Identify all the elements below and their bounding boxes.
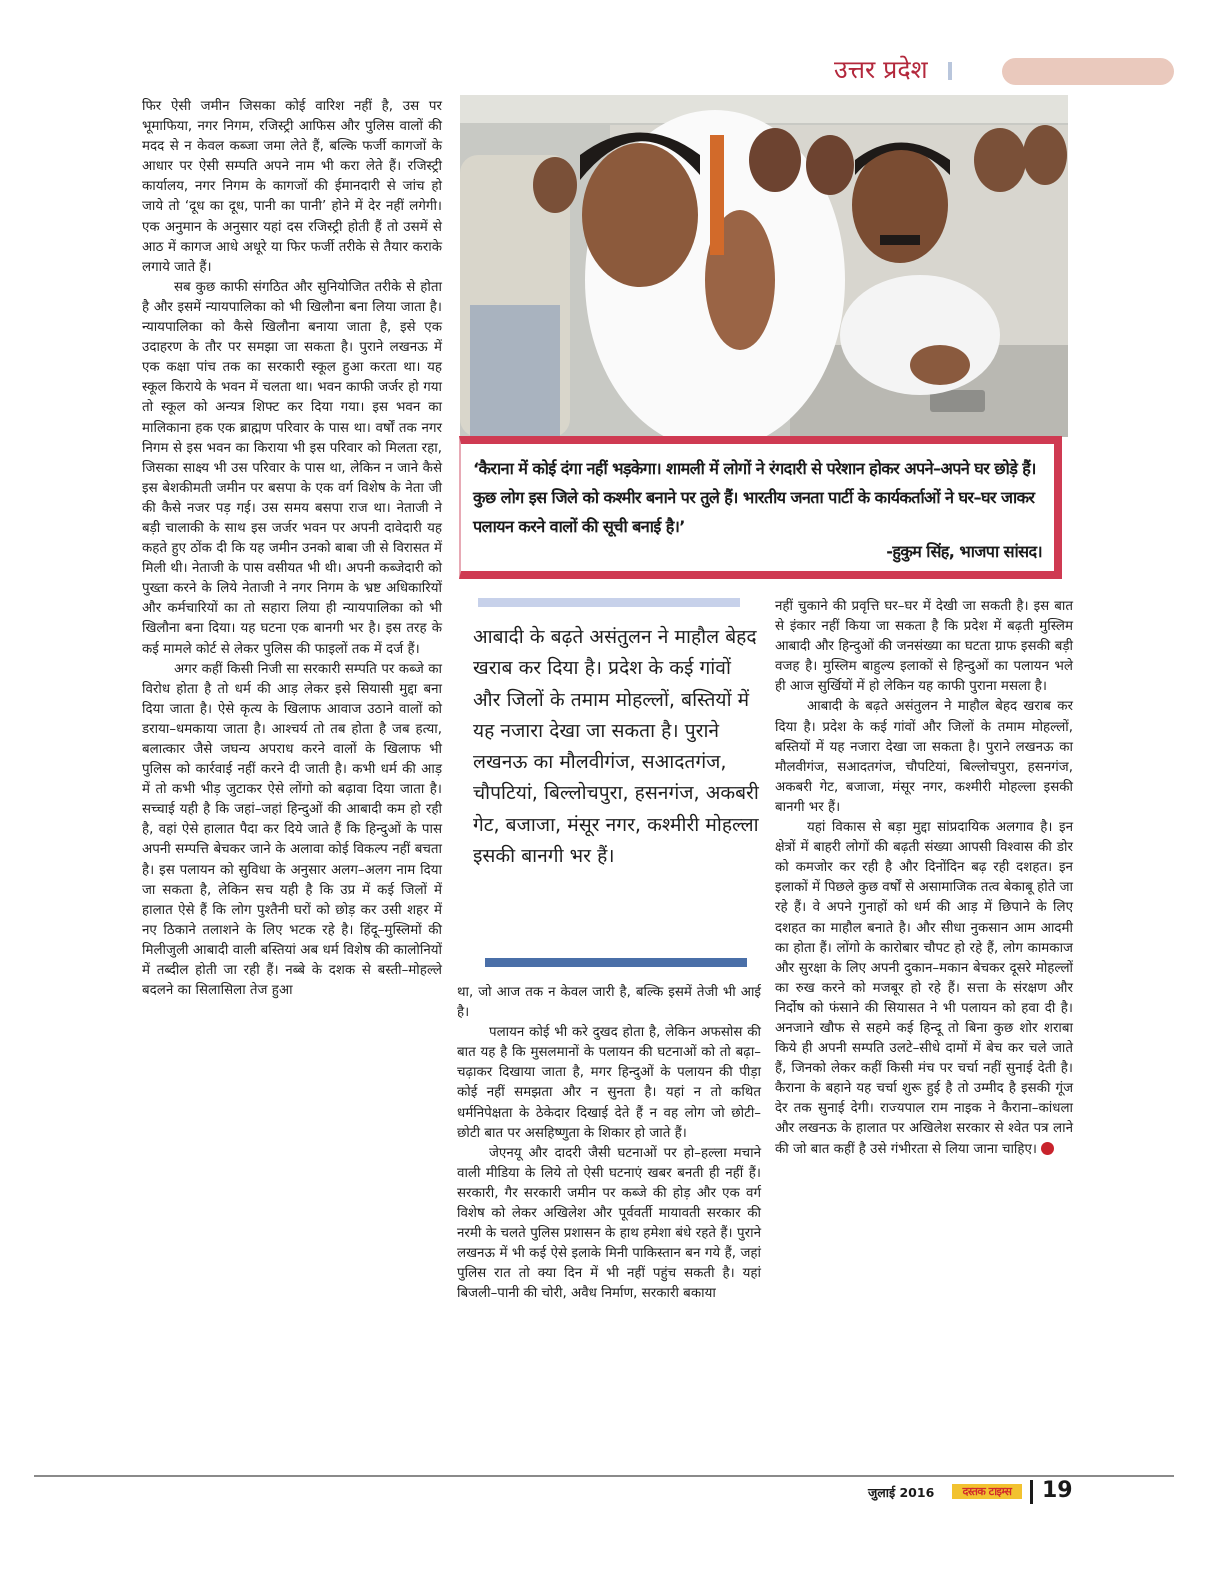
article-paragraph: था, जो आज तक न केवल जारी है, बल्कि इसमें तेजी भी आई है। bbox=[457, 985, 761, 1021]
article-photo bbox=[460, 95, 1068, 437]
footer-date: जुलाई 2016 bbox=[868, 1485, 935, 1500]
section-decorative-pill bbox=[1002, 58, 1174, 85]
article-paragraph: सब कुछ काफी संगठित और सुनियोजित तरीके से होता है और इसमें न्यायपालिका को भी खिलौना बना लिया जाता है। न्यायपालिका को कैसे खिलौना बनाया जाता है, इसे एक उदाहरण के तौर पर समझा जा सकता है। पुराने लखनऊ में एक कक्षा पांच तक का सरकारी स्कूल हुआ करता था। यह स्कूल किराये के भवन में चलता था। भवन काफी जर्जर हो गया तो स्कूल को अन्यत्र शिफ्ट कर दिया गया। इस भवन का मालिकाना हक एक ब्राह्मण परिवार के पास था। वर्षों तक नगर निगम से इस भवन का किराया भी इस परिवार को मिलता रहा, जिसका साक्ष्य भी उस परिवार के पास था, लेकिन न जाने कैसे इस बेशकीमती जमीन पर बसपा के एक वर्ग विशेष के नेता जी की कैसे नजर पड़ गई। उस समय बसपा राज था। नेताजी ने बड़ी चालाकी के साथ इस जर्जर भवन पर अपनी दावेदारी यह कहते हुए ठोंक दी कि यह जमीन उनको बाबा जी से विरासत में मिली थी। नेताजी के पास वसीयत भी थी। अपनी कब्जेदारी को पुख्ता करने के लिये नेताजी ने नगर निगम के भ्रष्ट अधिकारियों और कर्मचारियों का तो सहारा लिया ही न्यायपालिका को भी खिलौना बना दिया। यह घटना एक बानगी भर है। इस तरह के कई मामले कोर्ट से लेकर पुलिस की फाइलों तक में दर्ज हैं। bbox=[142, 279, 442, 657]
article-paragraph: अगर कहीं किसी निजी सा सरकारी सम्पति पर कब्जे का विरोध होता है तो धर्म की आड़ लेकर इसे सियासी मुद्दा बना दिया जाता है। ऐसे कृत्य के खिलाफ आवाज उठाने वालों को डराया–धमकाया जाता है। आश्चर्य तो तब होता है जब हत्या, बलात्कार जैसे जघन्य अपराध करने वालों के खिलाफ भी पुलिस को कार्रवाई नहीं करने दी जाती है। कभी धर्म की आड़ में तो कभी भीड़ जुटाकर ऐसे लोंगो को बढ़ावा दिया जाता है। सच्चाई यही है कि जहां–जहां हिन्दुओं की आबादी कम हो रही है, वहां ऐसे हालात पैदा कर दिये जाते हैं कि हिन्दुओं के पास अपनी सम्पत्ति बेचकर जाने के अलावा कोई विकल्प नहीं बचता है। इस पलायन को सुविधा के अनुसार अलग–अलग नाम दिया जा सकता है, लेकिन सच यही है कि उप्र में कई जिलों में हालात ऐसे हैं कि लोग पुश्तैनी घरों को छोड़ कर उसी शहर में नए ठिकाने तलाशने के लिए भटक रहे है। हिंदू–मुस्लिमों की मिलीजुली आबादी वाली बस्तियां अब धर्म विशेष की कालोनियों में तब्दील होती जा रही हैं। नब्बे के दशक से बस्ती–मोहल्ले बदलने का सिलासिला तेज हुआ bbox=[142, 661, 442, 999]
article-paragraph: पलायन कोई भी करे दुखद होता है, लेकिन अफसोस की बात यह है कि मुसलमानों के पलायन की घटनाओं को तो बढ़ा–चढ़ाकर दिखाया जाता है, मगर हिन्दुओं के पलायन की पीड़ा कोई नहीं समझता और न सुनता है। यहां न तो कथित धर्मनिपेक्षता के ठेकेदार दिखाई देते हैं न वह लोग जो छोटी–छोटी बात पर असहिष्णुता के शिकार हो जाते हैं। bbox=[457, 1025, 761, 1141]
page-number: 19 bbox=[1042, 1478, 1073, 1503]
pull-quote: आबादी के बढ़ते असंतुलन ने माहौल बेहद खराब कर दिया है। प्रदेश के कई गांवों और जिलों के तमाम मोहल्लों, बस्तियों में यह नजारा देखा जा सकता है। पुराने लखनऊ का मौलवीगंज, सआदतगंज, चौपटियां, बिल्लोचपुरा, हसनगंज, अकबरी गेट, बजाजा, मंसूर नगर, कश्मीरी मोहल्ला इसकी बानगी भर हैं। bbox=[473, 625, 759, 868]
photo-illustration bbox=[460, 95, 1068, 437]
footer-rule bbox=[34, 1475, 1174, 1477]
quote-box bbox=[459, 436, 1062, 579]
article-column-3 bbox=[775, 597, 1073, 1160]
article-paragraph: नहीं चुकाने की प्रवृत्ति घर–घर में देखी जा सकती है। इस बात से इंकार नहीं किया जा सकता है कि प्रदेश में बढ़ती मुस्लिम आबादी और हिन्दुओं की जनसंख्या का घटता ग्राफ इसकी बड़ी वजह है। मुस्लिम बाहुल्य इलाकों से हिन्दुओं का पलायन भले ही आज सुर्खियों में हो लेकिन यह काफी पुराना मसला है। bbox=[775, 599, 1073, 695]
quote-text: ‘कैराना में कोई दंगा नहीं भड़केगा। शामली में लोगों ने रंगदारी से परेशान होकर अपने–अपने घर छोड़े हैं। कुछ लोग इस जिले को कश्मीर बनाने पर तुले हैं। भारतीय जनता पार्टी के कार्यकर्ताओं ने घर–घर जाकर पलायन करने वालों की सूची बनाई है।’ bbox=[473, 459, 1036, 536]
footer-separator bbox=[1030, 1480, 1033, 1504]
pull-quote-top-rule bbox=[478, 598, 740, 607]
section-separator bbox=[948, 62, 952, 80]
article-paragraph: आबादी के बढ़ते असंतुलन ने माहौल बेहद खराब कर दिया है। प्रदेश के कई गांवों और जिलों के तमाम मोहल्लों, बस्तियों में यह नजारा देखा जा सकता है। पुराने लखनऊ का मौलवीगंज, सआदतगंज, चौपटियां, बिल्लोचपुरा, हसनगंज, अकबरी गेट, बजाजा, मंसूर नगर, कश्मीरी मोहल्ला इसकी बानगी भर हैं। bbox=[775, 699, 1073, 815]
article-paragraph bbox=[775, 818, 1073, 1160]
quote-attribution: -हुकुम सिंह, भाजपा सांसद। bbox=[886, 542, 1042, 561]
article-paragraph: फिर ऐसी जमीन जिसका कोई वारिश नहीं है, उस पर भूमाफिया, नगर निगम, रजिस्ट्री आफिस और पुलिस वालों की मदद से न केवल कब्जा जमा लेते हैं, बल्कि फर्जी कागजों के आधार पर ऐसी सम्पति अपने नाम भी करा लेते हैं। रजिस्ट्री कार्यालय, नगर निगम के कागजों की ईमानदारी से जांच हो जाये तो ‘दूध का दूध, पानी का पानी’ होने में देर नहीं लगेगी। एक अनुमान के अनुसार यहां दस रजिस्ट्री होती हैं तो उसमें से आठ में कागज आधे अधूरे या फिर फर्जी तरीके से तैयार कराके लगाये जाते हैं। bbox=[142, 99, 442, 275]
end-of-article-dot-icon bbox=[1041, 1142, 1054, 1155]
article-paragraph: जेएनयू और दादरी जैसी घटनाओं पर हो–हल्ला मचाने वाली मीडिया के लिये तो ऐसी घटनाएं खबर बनती ही नहीं हैं। सरकारी, गैर सरकारी जमीन पर कब्जे की होड़ और एक वर्ग विशेष को लेकर अखिलेश और पूर्ववर्ती मायावती सरकार की नरमी के चलते पुलिस प्रशासन के हाथ हमेशा बंधे रहते हैं। पुराने लखनऊ में भी कई ऐसे इलाके मिनी पाकिस्तान बन गये हैं, जहां पुलिस रात तो क्या दिन में भी नहीं पहुंच सकती है। यहां बिजली–पानी की चोरी, अवैध निर्माण, सरकारी बकाया bbox=[457, 1145, 761, 1302]
article-column-2 bbox=[457, 983, 761, 1305]
article-paragraph-text: यहां विकास से बड़ा मुद्दा सांप्रदायिक अलगाव है। इन क्षेत्रों में बाहरी लोगों की बढ़ती संख्या आपसी विश्वास की डोर को कमजोर कर रही है और दिनोंदिन बढ़ रही दशहत। इन इलाकों में पिछले कुछ वर्षों से असामाजिक तत्व बेकाबू होते जा रहे हैं। वे अपने गुनाहों को धर्म की आड़ में छिपाने के लिए दशहत का माहौल बनाते है। और सीधा नुकसान आम आदमी का होता हैं। लोंगो के कारोबार चौपट हो रहे हैं, लोग कामकाज और सुरक्षा के लिए अपनी दुकान–मकान बेचकर दूसरे मोहल्लों का रुख करने को मजबूर हो रहे हैं। सत्ता के संरक्षण और निर्दोष को फंसाने की सियासत ने भी पलायन को हवा दी है। अनजाने खौफ से सहमे कई हिन्दू तो बिना कुछ शोर शराबा किये ही अपनी सम्पति उलटे–सीधे दामों में बेच कर चले जाते हैं, जिनको लेकर कहीं किसी मंच पर चर्चा नहीं सुनाई देती है। कैराना के बहाने यह चर्चा शुरू हुई है तो उम्मीद है इसकी गूंज देर तक सुनाई देगी। राज्यपाल राम नाइक ने कैराना–कांधला और लखनऊ के हालात पर अखिलेश सरकार से श्वेत पत्र लाने की जो बात कहीं है उसे गंभीरता से लिया जाना चाहिए। bbox=[775, 820, 1073, 1157]
publication-logo: दस्तक टाइम्स bbox=[952, 1484, 1022, 1499]
pull-quote-bottom-rule bbox=[485, 958, 747, 967]
article-column-1 bbox=[142, 97, 442, 1001]
section-title: उत्तर प्रदेश bbox=[834, 55, 928, 84]
